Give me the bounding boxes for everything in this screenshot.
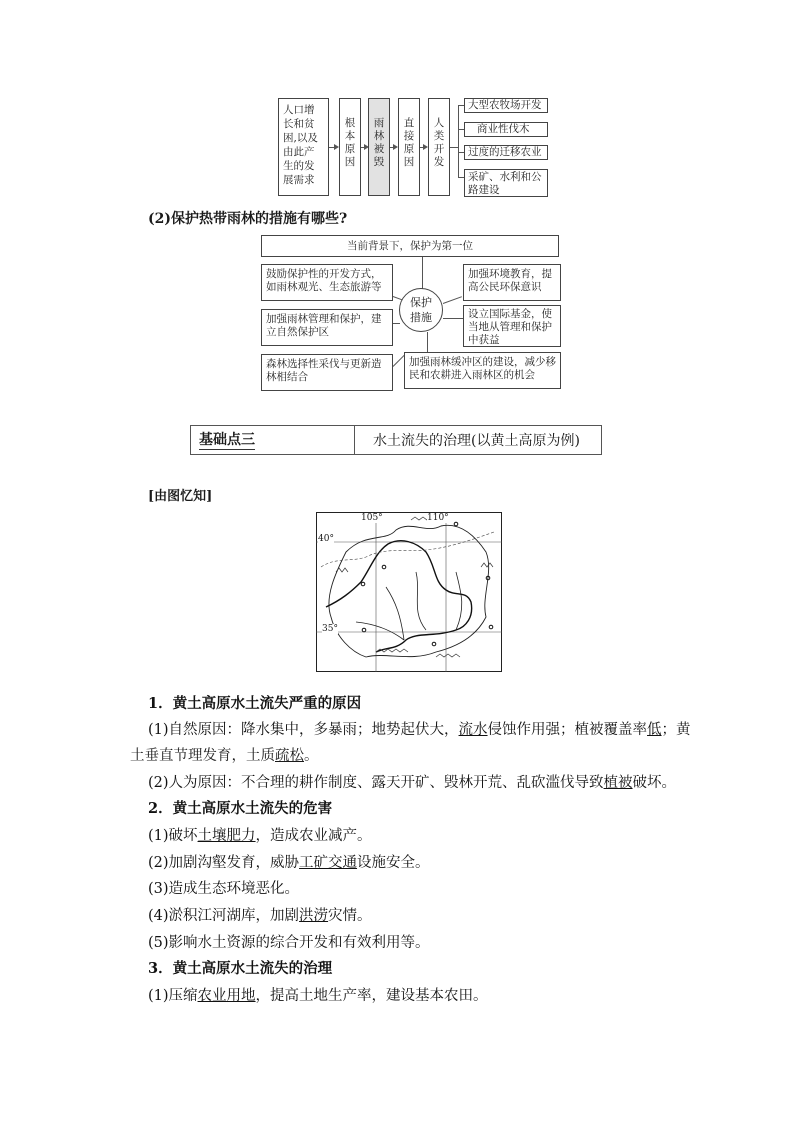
branch-ranching: 大型农牧场开发 [464, 98, 548, 113]
harm-1: (1)破坏土壤肥力，造成农业减产。 [148, 828, 372, 844]
section-label: 基础点三 [199, 429, 255, 450]
para-1a: (1)自然原因：降水集中，多暴雨；地势起伏大，流水侵蚀作用强；植被覆盖率低；黄 [148, 722, 691, 738]
harm-3: (3)造成生态环境恶化。 [148, 881, 300, 897]
harm-5: (5)影响水土资源的综合开发和有效利用等。 [148, 935, 430, 951]
left-measure-1: 鼓励保护性的开发方式，如雨林观光、生态旅游等 [261, 264, 393, 301]
label-110: 110° [427, 513, 449, 523]
label-40: 40° [318, 534, 334, 544]
cause-box: 人口增长和贫困,以及由此产生的发展需求 [278, 98, 329, 196]
right-measure-1: 加强环境教育，提高公民环保意识 [463, 264, 561, 301]
left-measure-3: 森林选择性采伐与更新造林相结合 [261, 354, 393, 391]
center-circle: 保护措施 [399, 288, 443, 332]
question-2: (2)保护热带雨林的措施有哪些? [148, 211, 348, 227]
para-2: (2)人为原因：不合理的耕作制度、露天开矿、毁林开荒、乱砍滥伐导致植被破坏。 [148, 775, 677, 791]
label-35: 35° [322, 624, 338, 634]
right-measure-2: 设立国际基金，使当地从管理和保护中获益 [463, 305, 561, 347]
map-svg [316, 512, 502, 672]
heading-3: 3．黄土高原水土流失的治理 [148, 960, 333, 977]
rainforest-destroyed-box: 雨林被毁 [368, 98, 390, 196]
top-box: 当前背景下，保护为第一位 [261, 235, 559, 257]
label-105: 105° [361, 513, 383, 523]
direct-cause-box: 直接原因 [398, 98, 420, 196]
map-heading: [由图忆知] [148, 489, 213, 504]
loess-plateau-map [316, 512, 502, 672]
branch-shifting-agri: 过度的迁移农业 [464, 145, 548, 160]
section-header [190, 425, 602, 455]
branch-logging: 商业性伐木 [464, 122, 548, 137]
section-title: 水土流失的治理(以黄土高原为例) [373, 433, 580, 449]
harm-2: (2)加剧沟壑发育，威胁工矿交通设施安全。 [148, 855, 430, 871]
harm-4: (4)淤积江河湖库，加剧洪涝灾情。 [148, 908, 372, 924]
human-dev-box: 人类开发 [428, 98, 450, 196]
heading-1: 1．黄土高原水土流失严重的原因 [148, 695, 362, 712]
left-measure-2: 加强雨林管理和保护，建立自然保护区 [261, 309, 393, 346]
heading-2: 2．黄土高原水土流失的危害 [148, 800, 333, 817]
branch-mining: 采矿、水利和公路建设 [464, 169, 548, 197]
para-1b: 土垂直节理发育，土质疏松。 [130, 748, 319, 764]
root-cause-box: 根本原因 [339, 98, 361, 196]
right-measure-3: 加强雨林缓冲区的建设，减少移民和农耕进入雨林区的机会 [404, 352, 561, 389]
measure-1: (1)压缩农业用地，提高土地生产率，建设基本农田。 [148, 988, 488, 1004]
